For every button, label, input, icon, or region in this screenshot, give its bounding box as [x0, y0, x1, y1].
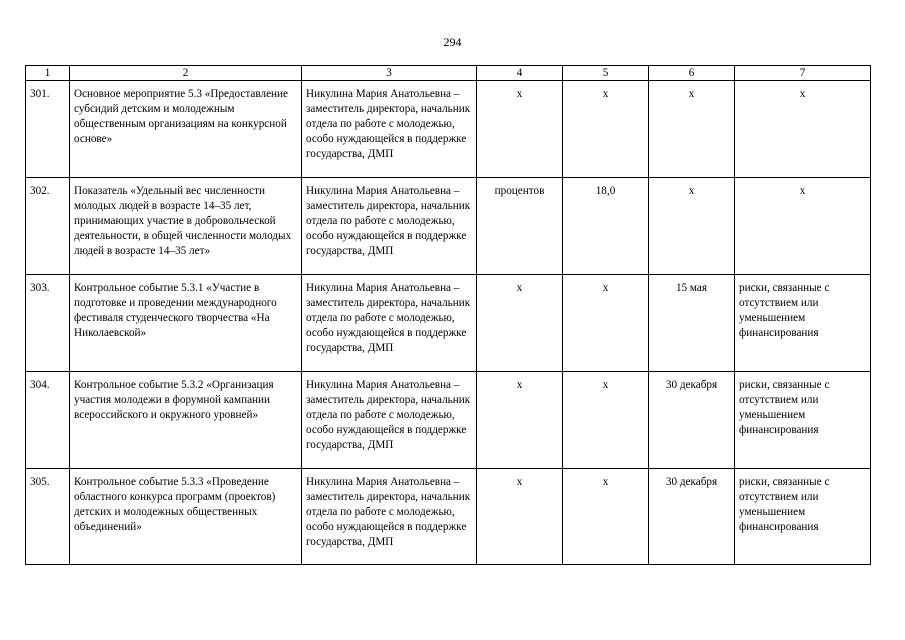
page-number: 294: [443, 35, 462, 49]
row-risks: риски, связанные с отсутствием или уменьшением финансирования: [735, 469, 871, 565]
row-date: х: [649, 81, 735, 178]
table-row: [26, 81, 871, 178]
row-value: х: [563, 372, 649, 469]
row-number: 302.: [26, 178, 70, 275]
row-number: 303.: [26, 275, 70, 372]
row-risks: риски, связанные с отсутствием или уменьшением финансирования: [735, 372, 871, 469]
row-number: 305.: [26, 469, 70, 565]
row-date: 30 декабря: [649, 469, 735, 565]
row-unit: х: [477, 372, 563, 469]
row-value: 18,0: [563, 178, 649, 275]
column-header-2: 2: [70, 66, 302, 81]
row-unit: процентов: [477, 178, 563, 275]
document-table: [25, 65, 871, 565]
row-value: х: [563, 275, 649, 372]
row-responsible: Никулина Мария Анатольевна – заместитель директора, начальник отдела по работе с молодежью, особо нуждающейся в поддержке государства, ДМП: [302, 275, 477, 372]
row-date: 30 декабря: [649, 372, 735, 469]
table-row: [26, 275, 871, 372]
row-risks: риски, связанные с отсутствием или уменьшением финансирования: [735, 275, 871, 372]
row-risks: х: [735, 81, 871, 178]
row-risks: х: [735, 178, 871, 275]
row-unit: х: [477, 275, 563, 372]
row-unit: х: [477, 81, 563, 178]
row-unit: х: [477, 469, 563, 565]
row-responsible: Никулина Мария Анатольевна – заместитель директора, начальник отдела по работе с молодежью, особо нуждающейся в поддержке государства, ДМП: [302, 469, 477, 565]
table-header-row: [26, 66, 871, 81]
row-number: 301.: [26, 81, 70, 178]
column-header-5: 5: [563, 66, 649, 81]
row-name: Контрольное событие 5.3.1 «Участие в подготовке и проведении международного фестиваля студенческого творчества «На Николаевской»: [70, 275, 302, 372]
row-responsible: Никулина Мария Анатольевна – заместитель директора, начальник отдела по работе с молодежью, особо нуждающейся в поддержке государства, ДМП: [302, 178, 477, 275]
row-name: Показатель «Удельный вес численности молодых людей в возрасте 14–35 лет, принимающих участие в добровольческой деятельности, в общей численности молодых людей в возрасте 14–35 лет»: [70, 178, 302, 275]
row-name: Контрольное событие 5.3.3 «Проведение областного конкурса программ (проектов) детских и молодежных общественных объединений»: [70, 469, 302, 565]
row-value: х: [563, 81, 649, 178]
row-name: Основное мероприятие 5.3 «Предоставление субсидий детским и молодежным общественным организациям на конкурсной основе»: [70, 81, 302, 178]
row-number: 304.: [26, 372, 70, 469]
column-header-7: 7: [735, 66, 871, 81]
column-header-6: 6: [649, 66, 735, 81]
table-row: [26, 178, 871, 275]
column-header-1: 1: [26, 66, 70, 81]
column-header-4: 4: [477, 66, 563, 81]
table-row: [26, 469, 871, 565]
table-row: [26, 372, 871, 469]
column-header-3: 3: [302, 66, 477, 81]
row-name: Контрольное событие 5.3.2 «Организация участия молодежи в форумной кампании всероссийского и окружного уровней»: [70, 372, 302, 469]
row-date: х: [649, 178, 735, 275]
row-value: х: [563, 469, 649, 565]
row-responsible: Никулина Мария Анатольевна – заместитель директора, начальник отдела по работе с молодежью, особо нуждающейся в поддержке государства, ДМП: [302, 81, 477, 178]
row-responsible: Никулина Мария Анатольевна – заместитель директора, начальник отдела по работе с молодежью, особо нуждающейся в поддержке государства, ДМП: [302, 372, 477, 469]
row-date: 15 мая: [649, 275, 735, 372]
